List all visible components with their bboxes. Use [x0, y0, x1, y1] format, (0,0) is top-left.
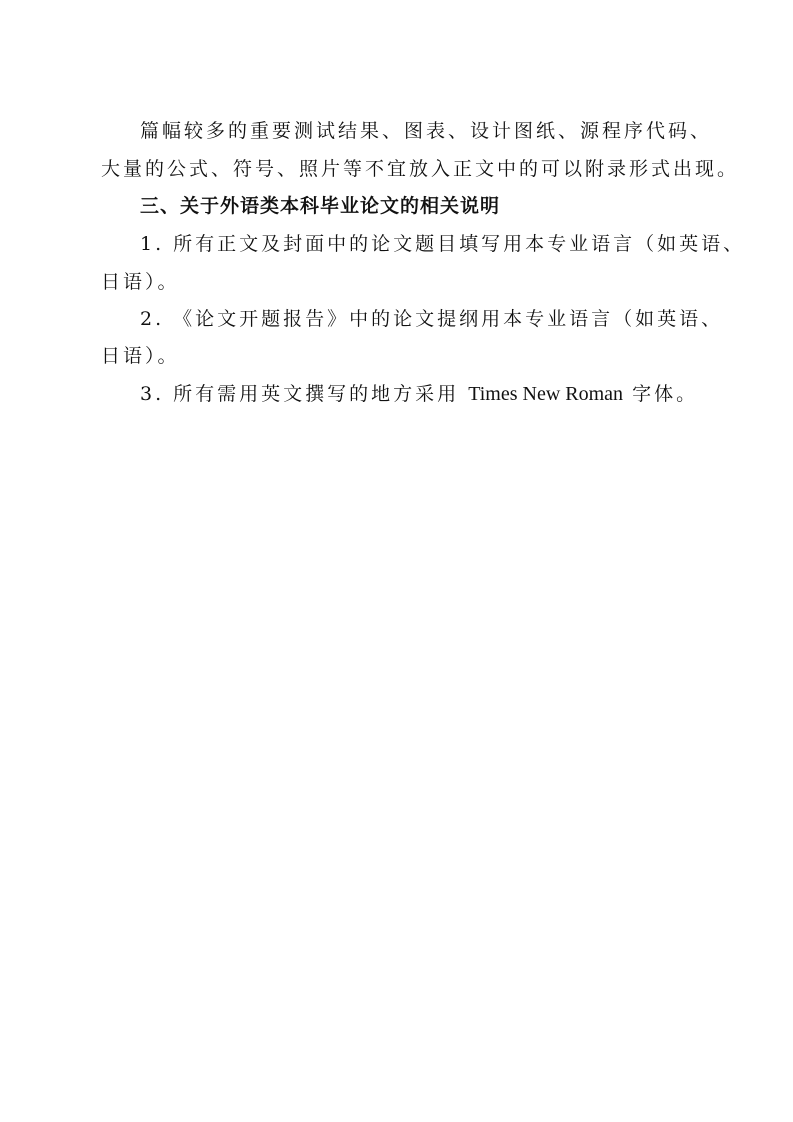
item-2-line-1: 2. 《论文开题报告》中的论文提纲用本专业语言（如英语、 [140, 308, 724, 330]
item-3-font-name: Times New Roman [468, 383, 624, 405]
item-3-line [140, 381, 698, 407]
item-3-suffix: 字体。 [623, 383, 699, 405]
item-1-line-2: 日语）。 [101, 271, 180, 293]
paragraph-appendix-line-1: 篇幅较多的重要测试结果、图表、设计图纸、源程序代码、 [140, 120, 713, 142]
paragraph-appendix-line-2: 大量的公式、符号、照片等不宜放入正文中的可以附录形式出现。 [101, 158, 740, 180]
item-3-prefix: 3. 所有需用英文撰写的地方采用 [140, 383, 469, 405]
item-2-line-2: 日语）。 [101, 345, 180, 367]
item-1-line-1: 1. 所有正文及封面中的论文题目填写用本专业语言（如英语、 [140, 233, 746, 255]
section-heading: 三、关于外语类本科毕业论文的相关说明 [140, 195, 501, 217]
